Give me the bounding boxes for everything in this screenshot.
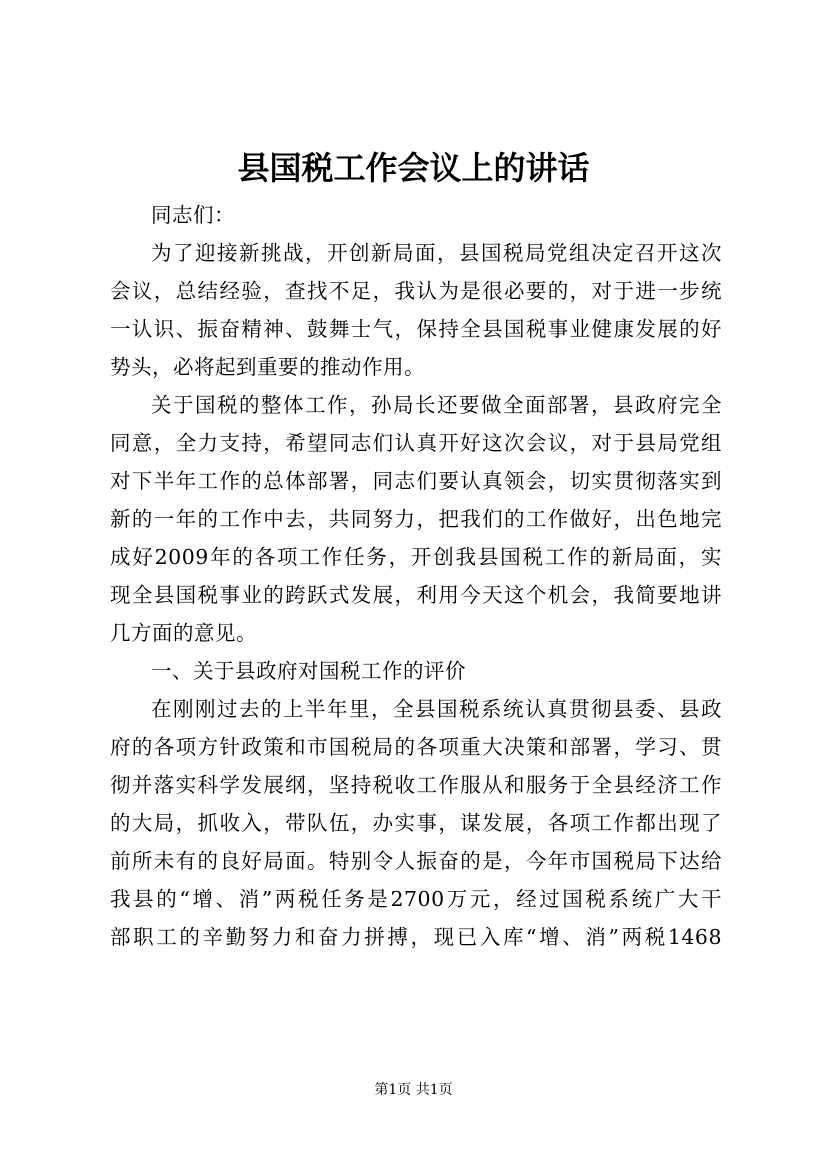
- paragraph-line: 的大局，抓收入，带队伍，办实事，谋发展，各项工作都出现了: [110, 811, 722, 835]
- paragraph-line: 部职工的辛勤努力和奋力拼搏，现已入库“增、消”两税1468: [110, 925, 722, 949]
- document-title: 县国税工作会议上的讲话: [237, 149, 590, 187]
- paragraph-line: 对下半年工作的总体部署，同志们要认真领会，切实贯彻落实到: [110, 469, 722, 493]
- paragraph-line: 势头，必将起到重要的推动作用。: [110, 355, 425, 379]
- paragraph-line: 我县的“增、消”两税任务是2700万元，经过国税系统广大干: [110, 887, 722, 911]
- salutation: 同志们：: [151, 203, 235, 227]
- paragraph-line: 新的一年的工作中去，共同努力，把我们的工作做好，出色地完: [110, 507, 722, 531]
- paragraph-line: 府的各项方针政策和市国税局的各项重大决策和部署，学习、贯: [110, 735, 722, 759]
- paragraph-line: 彻并落实科学发展纲，坚持税收工作服从和服务于全县经济工作: [110, 773, 722, 797]
- paragraph-line: 为了迎接新挑战，开创新局面，县国税局党组决定召开这次: [151, 241, 722, 265]
- paragraph-line: 成好2009年的各项工作任务，开创我县国税工作的新局面，实: [110, 545, 722, 569]
- paragraph-line: 同意，全力支持，希望同志们认真开好这次会议，对于县局党组: [110, 431, 722, 455]
- paragraph-line: 前所未有的良好局面。特别令人振奋的是，今年市国税局下达给: [110, 849, 722, 873]
- page-number-footer: 第1页 共1页: [374, 1082, 453, 1098]
- paragraph-line: 几方面的意见。: [110, 621, 257, 645]
- paragraph-line: 现全县国税事业的跨跃式发展，利用今天这个机会，我简要地讲: [110, 583, 722, 607]
- paragraph-line: 在刚刚过去的上半年里，全县国税系统认真贯彻县委、县政: [151, 697, 722, 721]
- paragraph-line: 会议，总结经验，查找不足，我认为是很必要的，对于进一步统: [110, 279, 722, 303]
- paragraph-line: 一认识、振奋精神、鼓舞士气，保持全县国税事业健康发展的好: [110, 317, 722, 341]
- document-body: [110, 196, 722, 956]
- paragraph-line: 关于国税的整体工作，孙局长还要做全面部署，县政府完全: [151, 393, 722, 417]
- section-heading: 一、关于县政府对国税工作的评价: [151, 659, 466, 683]
